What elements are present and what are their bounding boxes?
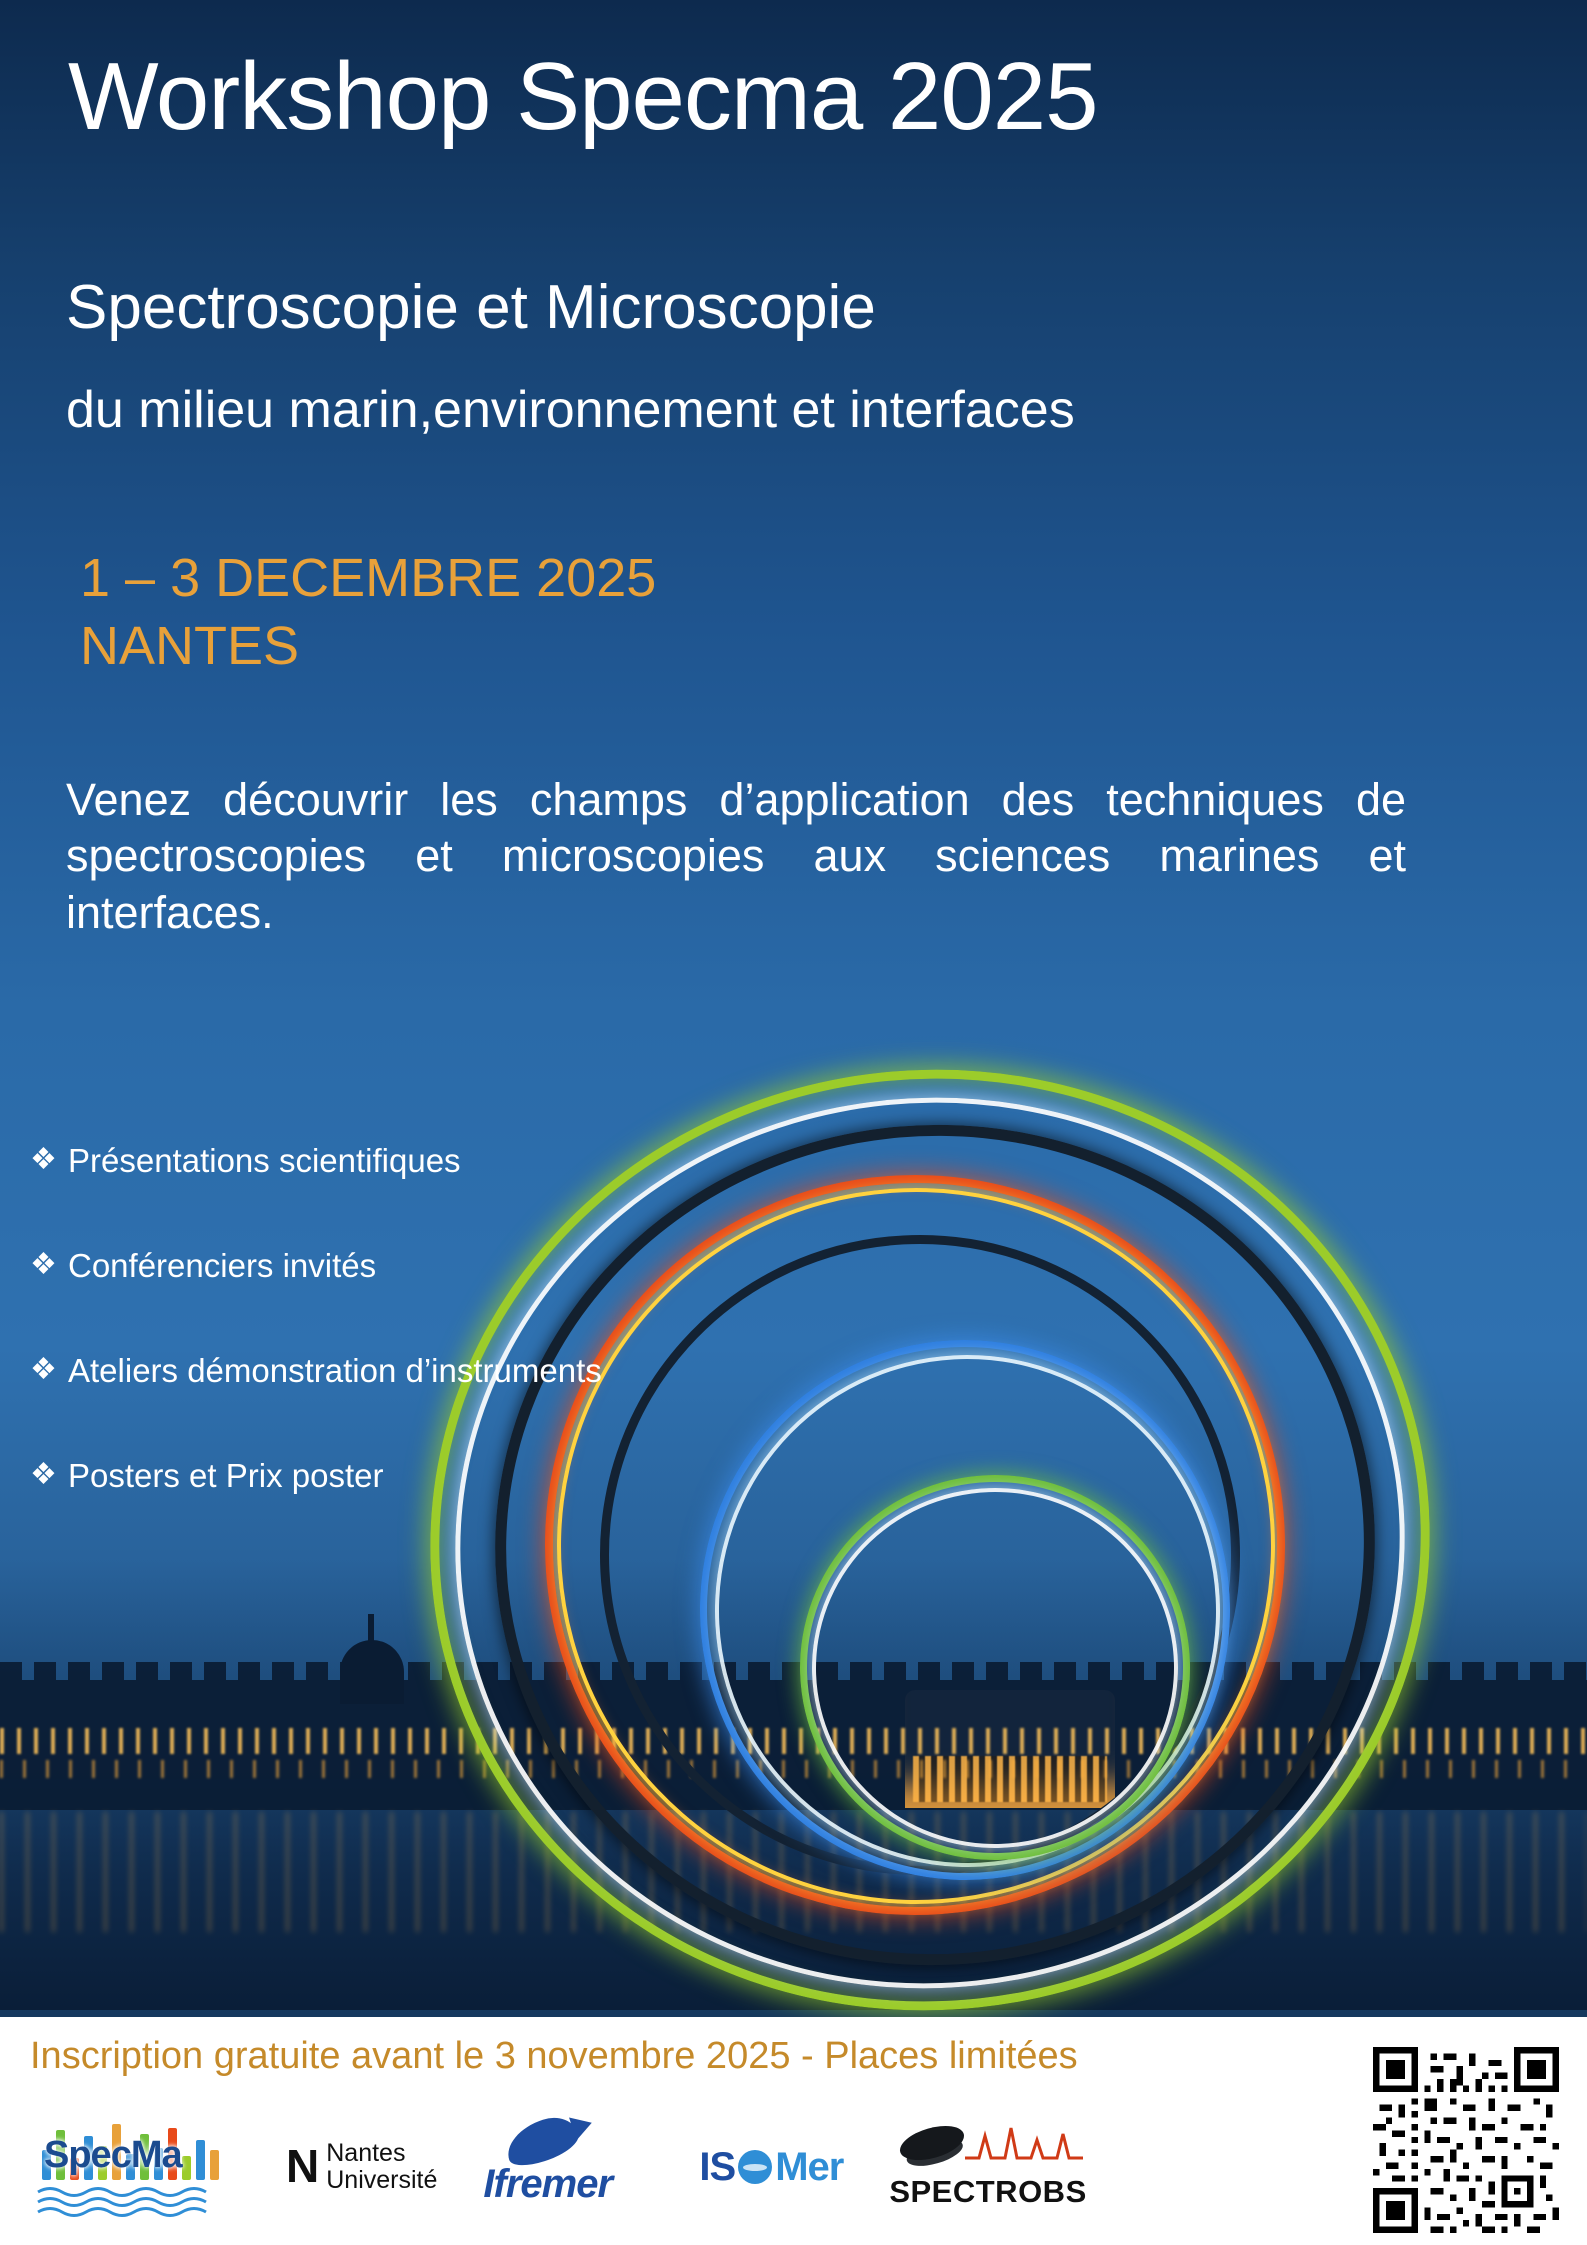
logo-ifremer-label: Ifremer <box>483 2162 613 2206</box>
event-date-line: 1 – 3 DECEMBRE 2025 <box>80 548 657 608</box>
logo-specma <box>30 2112 240 2222</box>
isomer-globe-icon <box>738 2150 772 2184</box>
program-highlights-list <box>24 1140 644 1560</box>
list-item-label: Ateliers démonstration d’instruments <box>68 1351 602 1389</box>
sponsor-logos <box>30 2103 1257 2231</box>
logo-isomer-label-a: IS <box>699 2144 736 2189</box>
poster-subtitle-secondary: du milieu marin,environnement et interfaces <box>66 381 1075 439</box>
water-reflections <box>0 1812 1587 1932</box>
quay-lights-secondary <box>0 1760 1587 1778</box>
logo-nantes-line2: Université <box>326 2166 438 2194</box>
qr-code-image <box>1373 2047 1559 2233</box>
city-skyline-photo <box>0 1560 1587 2010</box>
logo-nantes-label <box>326 2140 437 2195</box>
event-dates <box>80 545 656 680</box>
dome-building <box>340 1640 404 1704</box>
qr-code[interactable] <box>1373 2047 1559 2233</box>
logo-ifremer <box>483 2119 653 2215</box>
bullet-diamond-icon: ❖ <box>30 1352 57 1386</box>
bullet-diamond-icon: ❖ <box>30 1457 57 1491</box>
logo-isomer-label-b: Mer <box>775 2144 844 2189</box>
logo-nantes-universite <box>286 2140 437 2195</box>
list-item-label: Présentations scientifiques <box>68 1142 461 1179</box>
bullet-diamond-icon: ❖ <box>30 1143 57 1176</box>
list-item-label: Conférenciers invités <box>68 1246 377 1284</box>
poster-footer <box>0 2017 1587 2245</box>
logo-specma-label: SpecMa <box>44 2134 182 2176</box>
poster-title: Workshop Specma 2025 <box>68 43 1098 150</box>
list-item <box>24 1455 644 1498</box>
list-item <box>24 1140 644 1183</box>
logo-isomer <box>699 2145 843 2190</box>
logo-nantes-line1: Nantes <box>326 2138 406 2167</box>
poster-description: Venez découvrir les champs d’application des techniques de spectroscopies et microscopies aux sciences marines et interfaces. <box>66 774 1406 938</box>
list-item <box>24 1350 644 1393</box>
event-city: NANTES <box>80 615 300 676</box>
nantes-mark-icon: N <box>286 2140 317 2193</box>
quay-lights <box>0 1728 1587 1754</box>
list-item <box>24 1245 644 1288</box>
list-item-label: Posters et Prix poster <box>68 1456 384 1494</box>
logo-spectrobs-label: SPECTROBS <box>889 2174 1087 2209</box>
bullet-diamond-icon: ❖ <box>30 1247 57 1281</box>
spectrobs-lens-icon <box>896 2119 968 2166</box>
registration-note: Inscription gratuite avant le 3 novembre 2025 - Places limitées <box>30 2035 1078 2077</box>
spectrobs-spectrum-icon <box>965 2124 1083 2164</box>
logo-spectrobs <box>889 2118 1089 2216</box>
poster-subtitle-primary: Spectroscopie et Microscopie <box>66 273 876 342</box>
specma-waves-icon <box>36 2184 234 2220</box>
